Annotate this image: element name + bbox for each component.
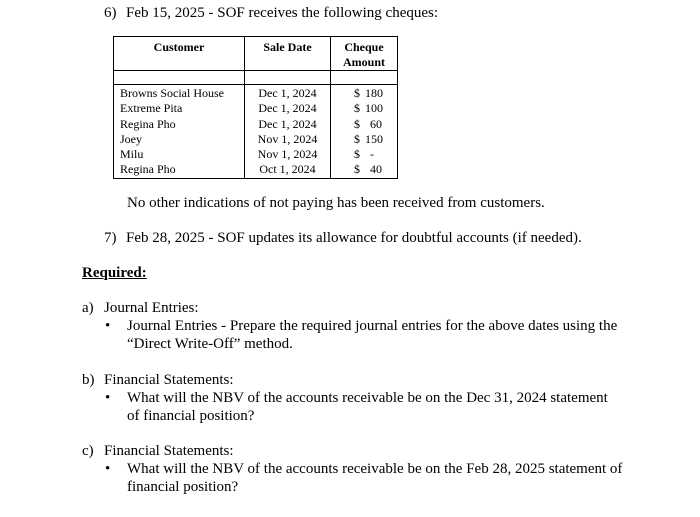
customer-cell: Milu: [120, 147, 144, 162]
spacer-cell: [114, 71, 245, 85]
step-7-number: 7): [104, 230, 117, 246]
bullet-icon: •: [105, 461, 111, 477]
part-b-heading: [82, 371, 234, 389]
currency-sign: $: [354, 116, 360, 131]
part-b-label: b): [82, 372, 95, 388]
bullet-icon: •: [105, 318, 111, 334]
step-6-number: 6): [104, 5, 117, 21]
amount-cell: [331, 117, 397, 132]
currency-sign: $: [354, 86, 360, 100]
currency-sign: $: [354, 101, 360, 116]
table-body-row: [114, 85, 398, 179]
amount-cell: [331, 86, 397, 101]
sale-date-cell: Dec 1, 2024: [258, 86, 317, 100]
part-a-title: Journal Entries:: [104, 300, 199, 316]
header-cheque-amount: [331, 37, 398, 71]
part-a-bullet-line1: Journal Entries - Prepare the required journal entries for the above dates using the: [127, 318, 618, 334]
amount-value: 100: [365, 101, 383, 116]
step-7-text: Feb 28, 2025 - SOF updates its allowance for doubtful accounts (if needed).: [126, 230, 582, 246]
required-heading: Required:: [82, 265, 147, 281]
amount-cell: [331, 162, 397, 177]
cheque-amount-column: [331, 85, 398, 179]
no-other-indications-note: No other indications of not paying has been received from customers.: [127, 195, 545, 211]
amount-cell: [331, 101, 397, 116]
part-b-bullet-line2: of financial position?: [127, 408, 255, 424]
sale-date-cell: Nov 1, 2024: [257, 131, 318, 146]
header-cheque-line1: Cheque: [344, 40, 384, 54]
table-header-row: [114, 37, 398, 71]
amount-value: 60: [370, 116, 382, 131]
step-6-text: Feb 15, 2025 - SOF receives the following cheques:: [126, 5, 439, 21]
step-6: [104, 4, 438, 22]
part-a-label: a): [82, 300, 94, 316]
bullet-icon: •: [105, 390, 111, 406]
sale-date-cell: Oct 1, 2024: [259, 162, 316, 177]
customer-cell: Joey: [120, 131, 142, 146]
sale-date-cell: Dec 1, 2024: [258, 101, 317, 116]
header-customer: Customer: [114, 37, 245, 71]
customer-cell: Extreme Pita: [120, 101, 183, 116]
header-sale-date: Sale Date: [245, 37, 331, 71]
currency-sign: $: [354, 162, 360, 177]
amount-value: 40: [370, 162, 382, 177]
amount-value: -: [370, 147, 374, 162]
sale-date-cell: Dec 1, 2024: [258, 116, 317, 131]
amount-cell: [331, 132, 397, 147]
step-7: [104, 229, 582, 247]
sale-date-column: [245, 85, 331, 179]
currency-sign: $: [354, 131, 360, 146]
amount-value: 150: [365, 131, 383, 146]
currency-sign: $: [354, 147, 360, 162]
part-b-bullet-line1: What will the NBV of the accounts receivable be on the Dec 31, 2024 statement: [127, 390, 608, 406]
amount-cell: [331, 147, 397, 162]
spacer-cell: [331, 71, 398, 85]
spacer-cell: [245, 71, 331, 85]
part-c-title: Financial Statements:: [104, 443, 234, 459]
part-c-bullet-line2: financial position?: [127, 479, 239, 495]
part-a-bullet-line2: “Direct Write-Off” method.: [127, 336, 293, 352]
part-c-heading: [82, 442, 234, 460]
table-spacer-row: [114, 71, 398, 85]
customer-cell: Regina Pho: [120, 162, 176, 177]
customer-column: [114, 85, 245, 179]
part-b-title: Financial Statements:: [104, 372, 234, 388]
cheques-table: [113, 36, 398, 179]
customer-cell: Browns Social House: [120, 86, 224, 100]
customer-cell: Regina Pho: [120, 116, 176, 131]
part-a-heading: [82, 299, 199, 317]
part-c-bullet-line1: What will the NBV of the accounts receivable be on the Feb 28, 2025 statement of: [127, 461, 623, 477]
amount-value: 180: [365, 86, 383, 100]
sale-date-cell: Nov 1, 2024: [257, 147, 318, 162]
part-c-label: c): [82, 443, 94, 459]
header-cheque-line2: Amount: [342, 55, 385, 69]
